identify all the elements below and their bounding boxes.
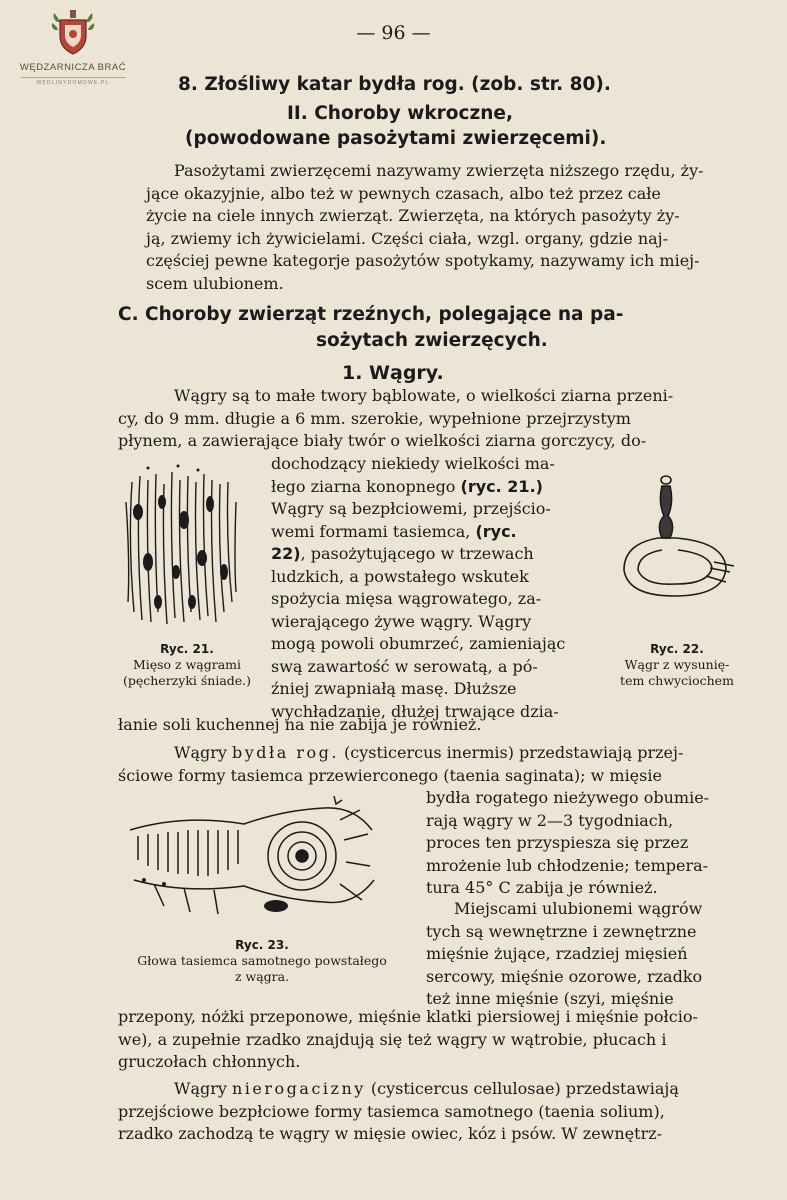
text-line: we), a zupełnie rzadko znajdują się też wągry w wątrobie, płucach i <box>118 1029 667 1049</box>
text-line: częściej pewne kategorje pasożytów spotykamy, nazywamy ich miej- <box>146 251 700 270</box>
text-line: życie na ciele innych zwierząt. Zwierzęta, na których pasożyty ży- <box>146 206 680 225</box>
figure-22-reference: (ryc. <box>475 521 517 541</box>
text-line: 22), pasożytującego w trzewach <box>271 544 534 563</box>
figure-23-caption <box>112 937 412 985</box>
heading-wagry: 1. Wągry. <box>342 362 444 384</box>
figure-23-caption-line: z wągra. <box>234 969 290 984</box>
text-line: spożycia mięsa wągrowatego, za- <box>271 589 542 608</box>
figure-22-label: Ryc. 22. <box>650 642 704 656</box>
logo-subtitle: WĘDLINYDOMOWE.PL <box>21 77 126 86</box>
text-line: źniej zwapniałą masę. Dłuższe <box>271 679 517 698</box>
text-line: przepony, nóżki przeponowe, mięśnie klatki piersiowej i mięśnie połcio- <box>118 1007 698 1026</box>
figure-21-caption <box>112 641 262 689</box>
logo-name: WĘDZARNICZA BRAĆ <box>19 62 127 73</box>
figure-23-tapeworm-head-illustration <box>124 790 390 930</box>
figure-22-caption-line: Wągr z wysunię- <box>624 657 730 672</box>
figure-22-caption-line: tem chwyciochem <box>620 673 734 688</box>
text-line: bydła rogatego nieżywego obumie- <box>426 788 710 807</box>
paragraph-pig-cysts <box>118 1078 679 1146</box>
figure-23-caption-line: Głowa tasiemca samotnego powstałego <box>137 953 387 968</box>
text-line: płynem, a zawierające biały twór o wielkości ziarna gorczycy, do- <box>118 431 647 450</box>
figure-21-label: Ryc. 21. <box>160 642 214 656</box>
heading-section-C-subtitle: sożytach zwierzęcych. <box>316 330 548 351</box>
paragraph-wagry-intro <box>118 385 673 453</box>
paragraph-favourite-sites <box>118 1006 698 1074</box>
figure-21-caption-line: (pęcherzyki śniade.) <box>122 673 252 688</box>
text-line: mogą powoli obumrzeć, zamieniając <box>271 634 566 653</box>
figure-23-label: Ryc. 23. <box>235 938 289 952</box>
page-number: — 96 — <box>356 22 431 44</box>
text-line: wychładzanie, dłużej trwające dzia- <box>271 701 559 721</box>
text-line: Miejscami ulubionemi wągrów <box>454 899 703 918</box>
text-line: scem ulubionem. <box>146 273 284 293</box>
figure-22-cyst-illustration <box>614 472 740 602</box>
text-line: ściowe formy tasiemca przewierconego (taenia saginata); w mięsie <box>118 765 662 785</box>
text-line: sercowy, mięśnie ozorowe, rzadko <box>426 966 703 986</box>
text-line: gruczołach chłonnych. <box>118 1052 301 1071</box>
text-line: Wągry nierogacizny (cysticercus cellulosae) przedstawiają <box>174 1079 679 1098</box>
text-line: jące okazyjnie, albo też w pewnych czasach, albo też przez całe <box>146 183 661 203</box>
site-logo[interactable] <box>14 8 132 86</box>
text-line: wemi formami tasiemca, (ryc. <box>271 521 517 541</box>
text-line: Wągry bydła rog. (cysticercus inermis) przedstawiają przej- <box>174 743 684 762</box>
text-line: łanie soli kuchennej na nie zabija je również. <box>118 715 482 734</box>
figure-21-reference: (ryc. 21.) <box>460 476 543 496</box>
text-line: tura 45° C zabija je również. <box>426 878 658 897</box>
paragraph-wagry-column <box>271 453 565 723</box>
text-line: Wągry są bezpłciowemi, przejścio- <box>271 499 551 518</box>
text-line: ludzkich, a powstałego wskutek <box>271 566 529 586</box>
text-line: Pasożytami zwierzęcemi nazywamy zwierzęta niższego rzędu, ży- <box>174 161 704 180</box>
heading-section-II: II. Choroby wkroczne, <box>287 103 513 124</box>
text-line: wierającego żywe wągry. Wągry <box>271 611 532 631</box>
figure-22-caption <box>598 641 756 689</box>
text-line: rzadko zachodzą te wągry w mięsie owiec, kóz i psów. W zewnętrz- <box>118 1124 663 1143</box>
paragraph-cattle-cysts-column <box>426 787 709 900</box>
paragraph-parasites <box>146 160 704 295</box>
figure-21-meat-illustration <box>118 462 242 632</box>
figure-21-caption-line: Mięso z wągrami <box>132 657 242 672</box>
paragraph-favourite-sites-column <box>426 898 702 1011</box>
text-line: rają wągry w 2—3 tygodniach, <box>426 810 674 830</box>
text-line: dochodzący niekiedy wielkości ma- <box>271 454 555 473</box>
text-line: tych są wewnętrzne i zewnętrzne <box>426 921 697 941</box>
text-line: ją, zwiemy ich żywicielami. Części ciała, wzgl. organy, gdzie naj- <box>146 228 669 248</box>
text-line: cy, do 9 mm. długie a 6 mm. szerokie, wypełnione przejrzystym <box>118 408 631 428</box>
text-line: przejściowe bezpłciowe formy tasiemca samotnego (taenia solium), <box>118 1101 665 1121</box>
heading-section-II-subtitle: (powodowane pasożytami zwierzęcemi). <box>185 128 607 149</box>
heading-section-C: C. Choroby zwierząt rzeźnych, polegające na pa- <box>118 304 624 325</box>
text-line: też inne mięśnie (szyi, mięśnie <box>426 989 674 1008</box>
heading-section-8: 8. Złośliwy katar bydła rog. (zob. str. 80). <box>178 74 611 95</box>
text-line: łego ziarna konopnego (ryc. 21.) <box>271 476 543 496</box>
paragraph-cattle-cysts <box>118 742 683 787</box>
text-line: mięśnie żujące, rzadziej mięsień <box>426 944 688 963</box>
text-line: swą zawartość w serowatą, a pó- <box>271 656 538 676</box>
text-line: Wągry są to małe twory bąblowate, o wielkości ziarna przeni- <box>174 386 674 405</box>
text-line: mrożenie lub chłodzenie; tempera- <box>426 855 709 875</box>
text-line: proces ten przyspiesza się przez <box>426 833 689 852</box>
